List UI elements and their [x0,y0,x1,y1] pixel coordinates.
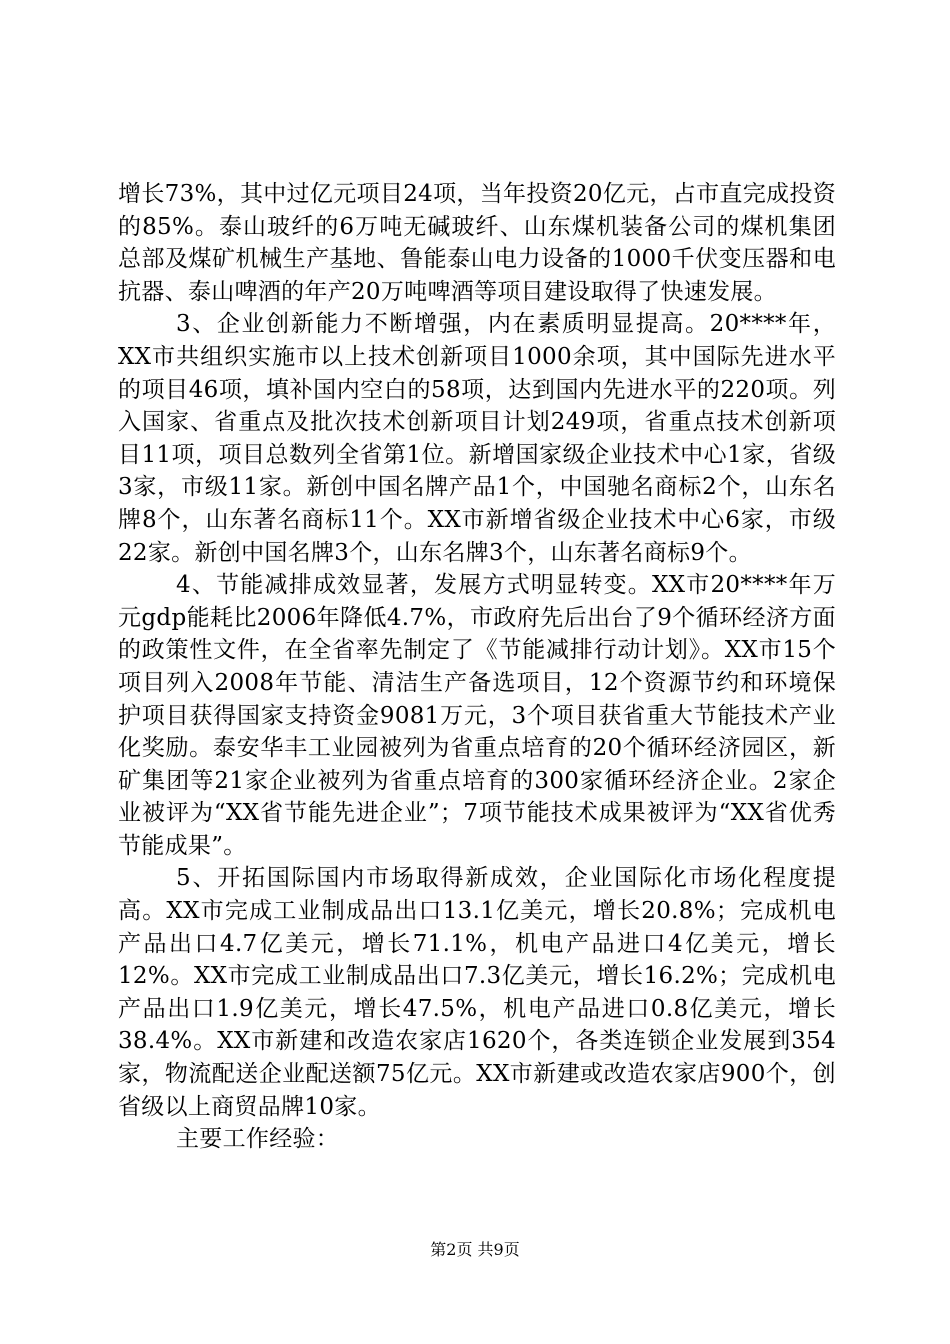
page-number-footer: 第2页 共9页 [430,1240,520,1259]
paragraph-energy-saving: 4、节能减排成效显著，发展方式明显转变。XX市20****年万元gdp能耗比2006年降低4.7%，市政府先后出台了9个循环经济方面的政策性文件，在全省率先制定了《节能减排行动计划》。XX市15个项目列入2008年节能、清洁生产备选项目，12个资源节约和环境保护项目获得国家支持资金9081万元，3个项目获省重大节能技术产业化奖励。泰安华丰工业园被列为省重点培育的20个循环经济园区，新矿集团等21家企业被列为省重点培育的300家循环经济企业。2家企业被评为“XX省节能先进企业”；7项节能技术成果被评为“XX省优秀节能成果”。 [118,572,836,859]
document-body [118,178,836,1156]
paragraph-innovation: 3、企业创新能力不断增强，内在素质明显提高。20****年，XX市共组织实施市以上技术创新项目1000余项，其中国际先进水平的项目46项，填补国内空白的58项，达到国内先进水平的220项。列入国家、省重点及批次技术创新项目计划249项，省重点技术创新项目11项，项目总数列全省第1位。新增国家级企业技术中心1家，省级3家，市级11家。新创中国名牌产品1个，中国驰名商标2个，山东名牌8个，山东著名商标11个。XX市新增省级企业技术中心6家，市级22家。新创中国名牌3个，山东名牌3个，山东著名商标9个。 [118,311,836,566]
paragraph-market-expansion: 5、开拓国际国内市场取得新成效，企业国际化市场化程度提高。XX市完成工业制成品出口13.1亿美元，增长20.8%；完成机电产品出口4.7亿美元，增长71.1%，机电产品进口4亿美元，增长12%。XX市完成工业制成品出口7.3亿美元，增长16.2%；完成机电产品出口1.9亿美元，增长47.5%，机电产品进口0.8亿美元，增长38.4%。XX市新建和改造农家店1620个，各类连锁企业发展到354家，物流配送企业配送额75亿元。XX市新建或改造农家店900个，创省级以上商贸品牌10家。 [118,865,836,1120]
paragraph-continuation: 增长73%，其中过亿元项目24项，当年投资20亿元，占市直完成投资的85%。泰山玻纤的6万吨无碱玻纤、山东煤机装备公司的煤机集团总部及煤矿机械生产基地、鲁能泰山电力设备的1000千伏变压器和电抗器、泰山啤酒的年产20万吨啤酒等项目建设取得了快速发展。 [118,181,836,305]
paragraph-experience-heading: 主要工作经验： [176,1126,340,1153]
